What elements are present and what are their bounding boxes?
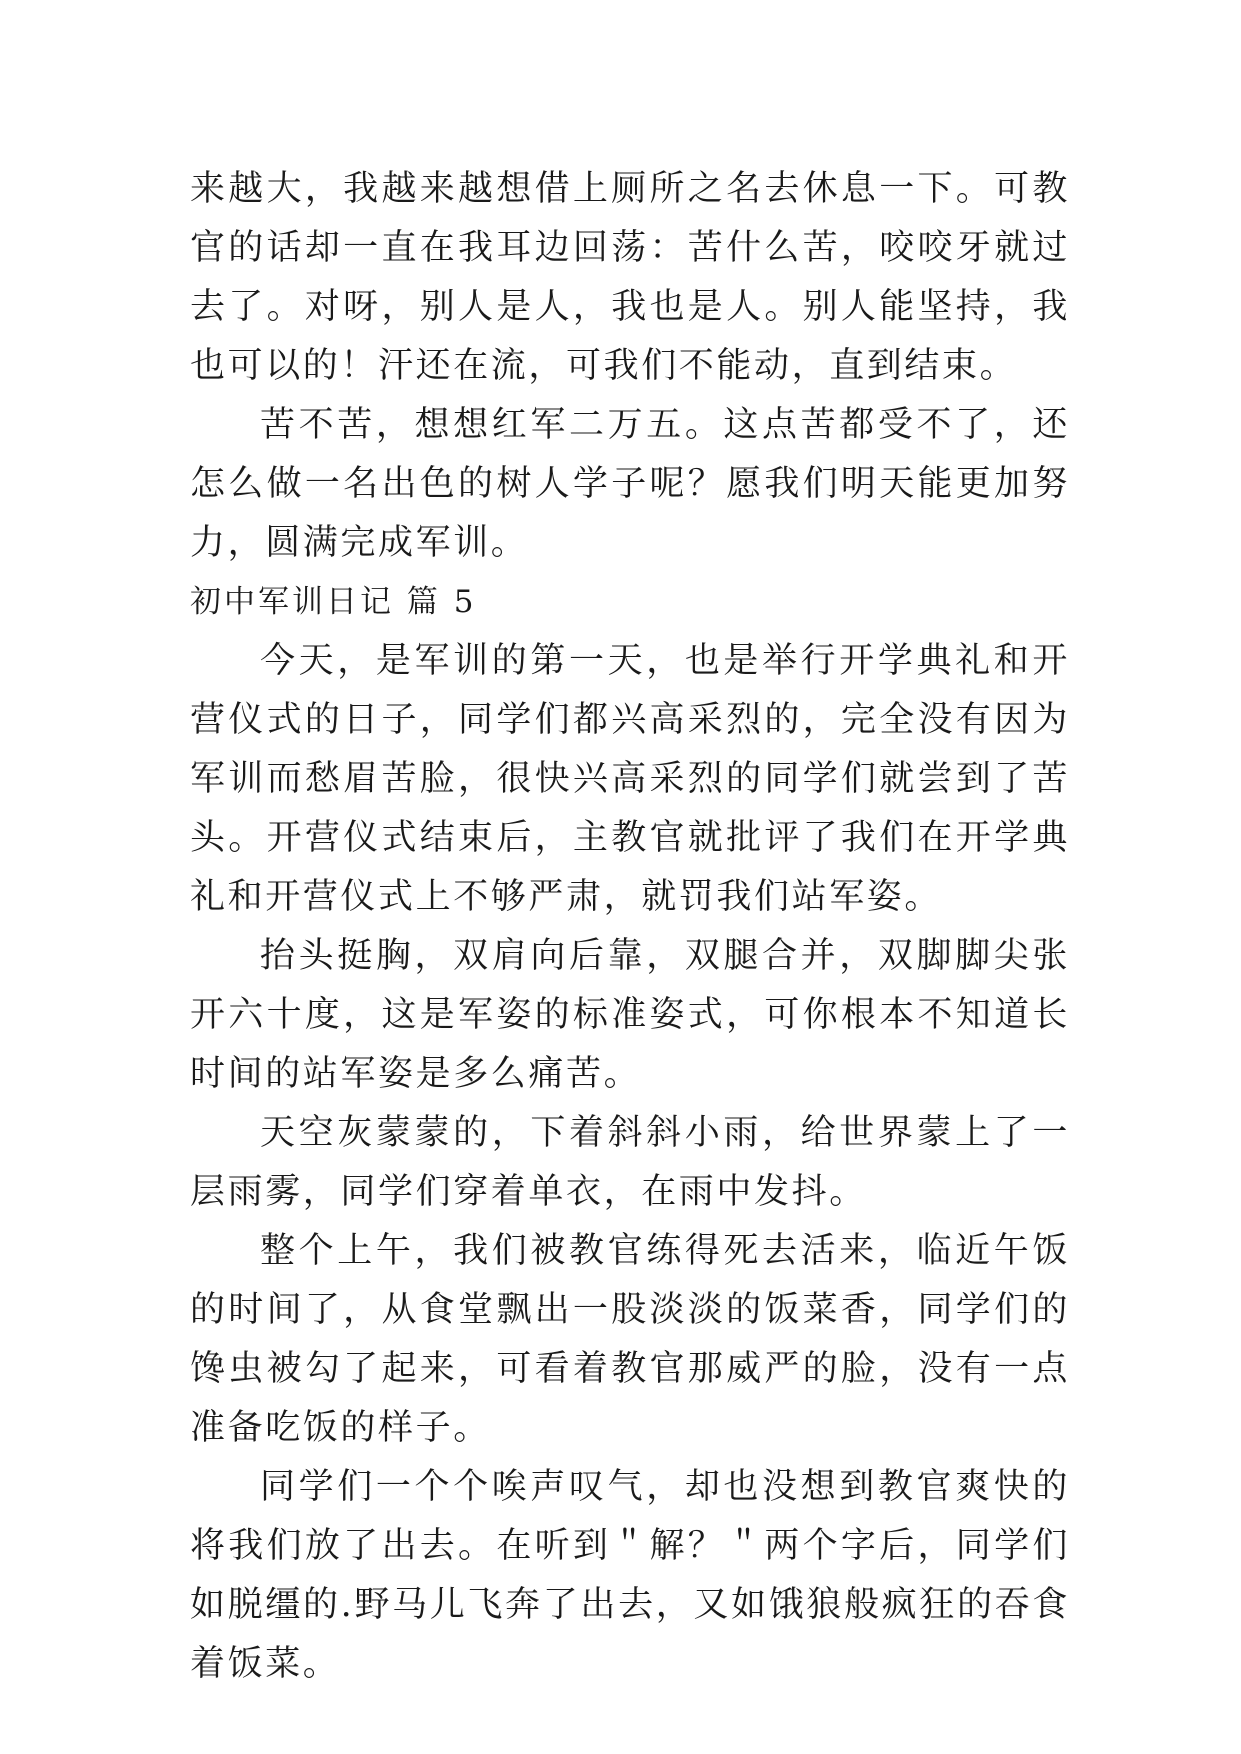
paragraph-4: 抬头挺胸，双肩向后靠，双腿合并，双脚脚尖张开六十度，这是军姿的标准姿式，可你根本不知道长时间的站军姿是多么痛苦。: [190, 936, 1070, 1094]
section-heading: 初中军训日记 篇 5: [190, 584, 477, 620]
paragraph-5: 天空灰蒙蒙的，下着斜斜小雨，给世界蒙上了一层雨雾，同学们穿着单衣，在雨中发抖。: [190, 1113, 1070, 1212]
document-body: [190, 160, 1070, 1694]
paragraph-1: 来越大，我越来越想借上厕所之名去休息一下。可教官的话却一直在我耳边回荡：苦什么苦，咬咬牙就过去了。对呀，别人是人，我也是人。别人能坚持，我也可以的！汗还在流，可我们不能动，直到结束。: [190, 169, 1070, 386]
paragraph-2: 苦不苦，想想红军二万五。这点苦都受不了，还怎么做一名出色的树人学子呢？愿我们明天能更加努力，圆满完成军训。: [190, 405, 1070, 563]
paragraph-6: 整个上午，我们被教官练得死去活来，临近午饭的时间了，从食堂飘出一股淡淡的饭菜香，同学们的馋虫被勾了起来，可看着教官那威严的脸，没有一点准备吃饭的样子。: [190, 1231, 1070, 1448]
paragraph-3: 今天，是军训的第一天，也是举行开学典礼和开营仪式的日子，同学们都兴高采烈的，完全没有因为军训而愁眉苦脸，很快兴高采烈的同学们就尝到了苦头。开营仪式结束后，主教官就批评了我们在开学典礼和开营仪式上不够严肃，就罚我们站军姿。: [190, 641, 1070, 917]
paragraph-7: 同学们一个个唉声叹气，却也没想到教官爽快的将我们放了出去。在听到＂解？＂两个字后，同学们如脱缰的.野马儿飞奔了出去，又如饿狼般疯狂的吞食着饭菜。: [190, 1467, 1070, 1684]
